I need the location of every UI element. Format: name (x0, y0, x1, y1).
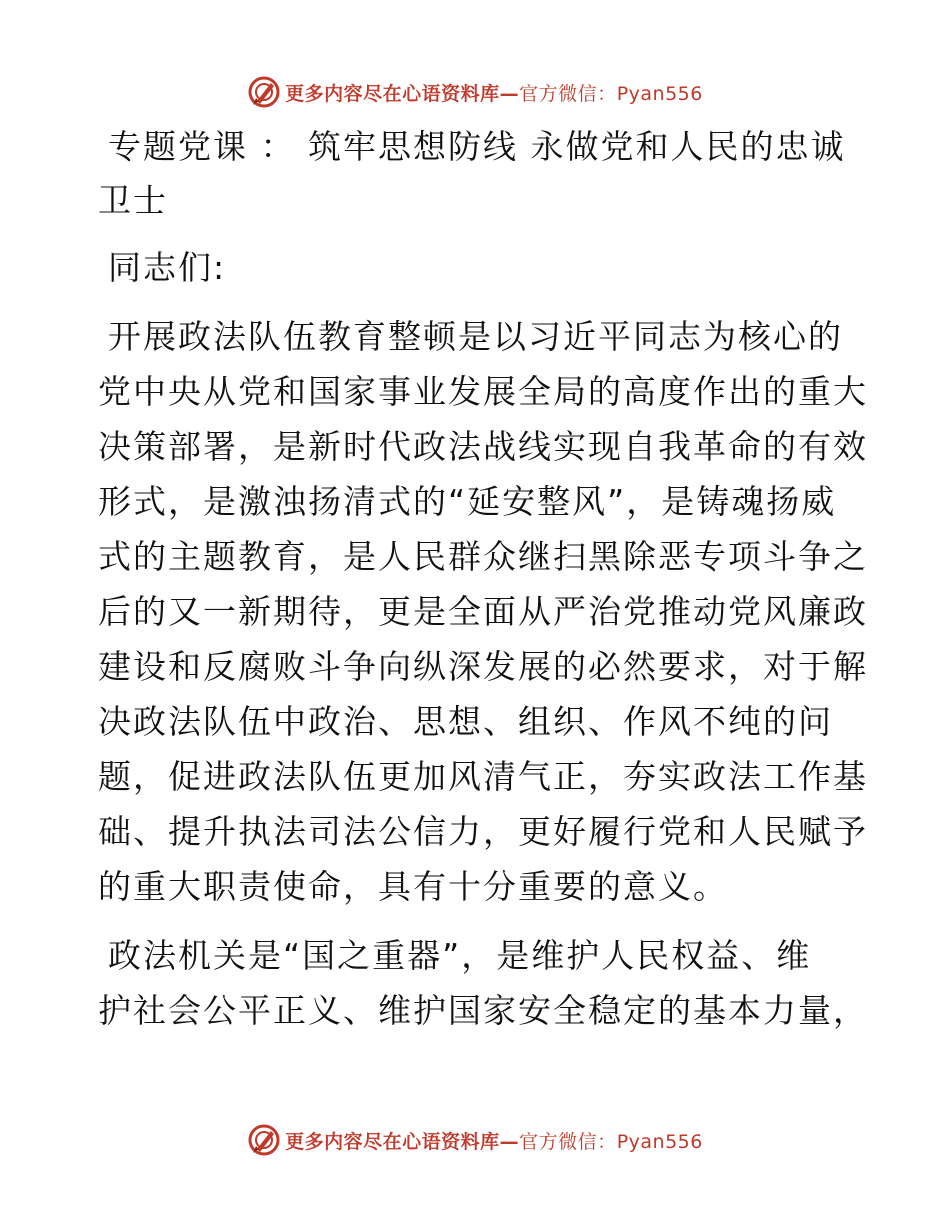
paragraph-line: 决策部署，是新时代政法战线实现自我革命的有效 (98, 427, 868, 466)
paragraph-line: 政法机关是“国之重器”，是维护人民权益、维 (108, 936, 812, 975)
watermark-main: 更多内容尽在心语资料库 (285, 1130, 500, 1153)
watermark-official: 官方微信： (519, 1130, 617, 1153)
paragraph-1 (98, 309, 868, 914)
paragraph-line: 础、提升执法司法公信力，更好履行党和人民赋予 (98, 812, 868, 851)
title-line-1: 专题党课 ： 筑牢思想防线 永做党和人民的忠诚 (108, 127, 846, 166)
watermark-dash: — (499, 82, 520, 105)
watermark-id: Pyan556 (616, 1130, 703, 1153)
paragraph-line: 题，促进政法队伍更加风清气正，夯实政法工作基 (98, 757, 868, 796)
footer-watermark (0, 1120, 950, 1160)
logo-icon (247, 75, 281, 109)
paragraph-line: 后的又一新期待，更是全面从严治党推动党风廉政 (98, 592, 868, 631)
logo-icon (247, 1123, 281, 1157)
paragraph-line: 建设和反腐败斗争向纵深发展的必然要求，对于解 (98, 647, 868, 686)
watermark-dash: — (499, 1130, 520, 1153)
watermark-text (285, 1127, 703, 1154)
paragraph-line: 护社会公平正义、维护国家安全稳定的基本力量， (98, 991, 868, 1030)
watermark-id: Pyan556 (616, 82, 703, 105)
document-body (98, 120, 868, 1052)
paragraph-line: 的重大职责使命，具有十分重要的意义。 (98, 867, 728, 906)
paragraph-2 (98, 928, 868, 1038)
watermark-text (285, 79, 703, 106)
watermark-official: 官方微信： (519, 82, 617, 105)
document-title (98, 120, 852, 228)
watermark-main: 更多内容尽在心语资料库 (285, 82, 500, 105)
paragraph-line: 式的主题教育，是人民群众继扫黑除恶专项斗争之 (98, 537, 868, 576)
paragraph-line: 决政法队伍中政治、思想、组织、作风不纯的问 (98, 702, 833, 741)
paragraph-line: 党中央从党和国家事业发展全局的高度作出的重大 (98, 372, 868, 411)
paragraph-line: 开展政法队伍教育整顿是以习近平同志为核心的 (108, 317, 843, 356)
greeting: 同志们: (108, 248, 227, 287)
header-watermark (0, 72, 950, 112)
paragraph-line: 形式，是激浊扬清式的“延安整风”，是铸魂扬威 (98, 482, 837, 521)
title-line-2: 卫士 (98, 181, 168, 220)
